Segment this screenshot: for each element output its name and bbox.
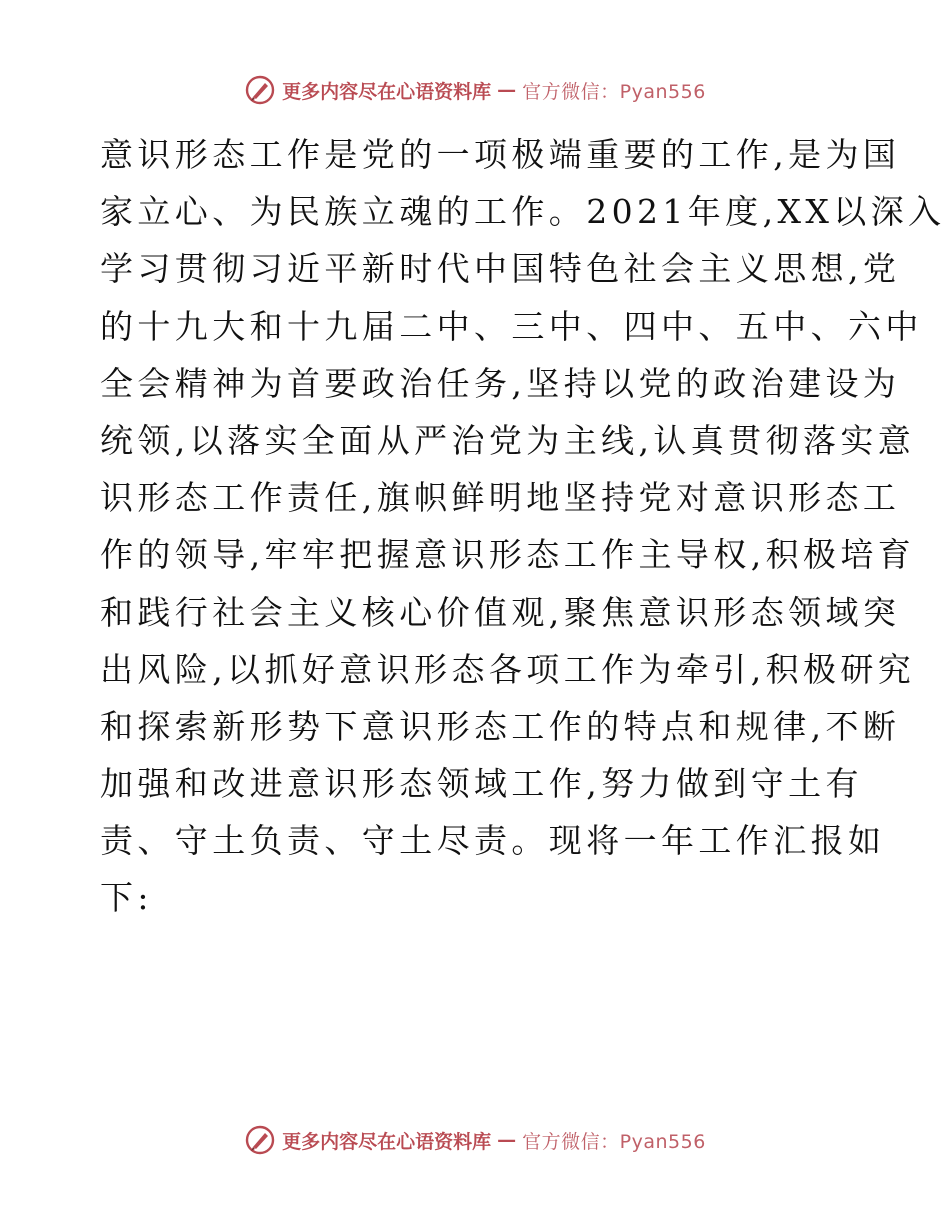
- pen-logo-icon: [244, 1124, 276, 1156]
- watermark-contact: 官方微信：Pyan556: [522, 1130, 706, 1153]
- header-watermark: [0, 74, 950, 106]
- text-line: 家立心、为民族立魂的工作。2021年度,XX以深入: [100, 192, 946, 232]
- text-line: 和践行社会主义核心价值观,聚焦意识形态领域突: [100, 592, 901, 632]
- text-line: 加强和改进意识形态领域工作,努力做到守土有: [100, 764, 863, 804]
- watermark-text: 更多内容尽在心语资料库: [282, 80, 492, 103]
- watermark-text: 更多内容尽在心语资料库: [282, 1130, 492, 1153]
- footer-watermark: [0, 1124, 950, 1156]
- text-line: 意识形态工作是党的一项极端重要的工作,是为国: [100, 135, 901, 174]
- watermark-dash: —: [497, 1129, 517, 1151]
- document-body: [100, 126, 946, 927]
- watermark-dash: —: [497, 79, 517, 101]
- text-line: 责、守土负责、守土尽责。现将一年工作汇报如: [100, 821, 886, 861]
- watermark-contact: 官方微信：Pyan556: [522, 80, 706, 103]
- pen-logo-icon: [244, 74, 276, 106]
- text-line: 的十九大和十九届二中、三中、四中、五中、六中: [100, 306, 923, 346]
- text-line: 全会精神为首要政治任务,坚持以党的政治建设为: [100, 363, 901, 403]
- text-line: 识形态工作责任,旗帜鲜明地坚持党对意识形态工: [100, 478, 901, 518]
- text-line: 出风险,以抓好意识形态各项工作为牵引,积极研究: [100, 649, 916, 689]
- text-line: 统领,以落实全面从严治党为主线,认真贯彻落实意: [100, 420, 916, 460]
- text-line: 学习贯彻习近平新时代中国特色社会主义思想,党: [100, 249, 901, 289]
- text-line: 作的领导,牢牢把握意识形态工作主导权,积极培育: [100, 535, 916, 575]
- text-line: 下:: [100, 878, 153, 918]
- text-line: 和探索新形势下意识形态工作的特点和规律,不断: [100, 706, 901, 746]
